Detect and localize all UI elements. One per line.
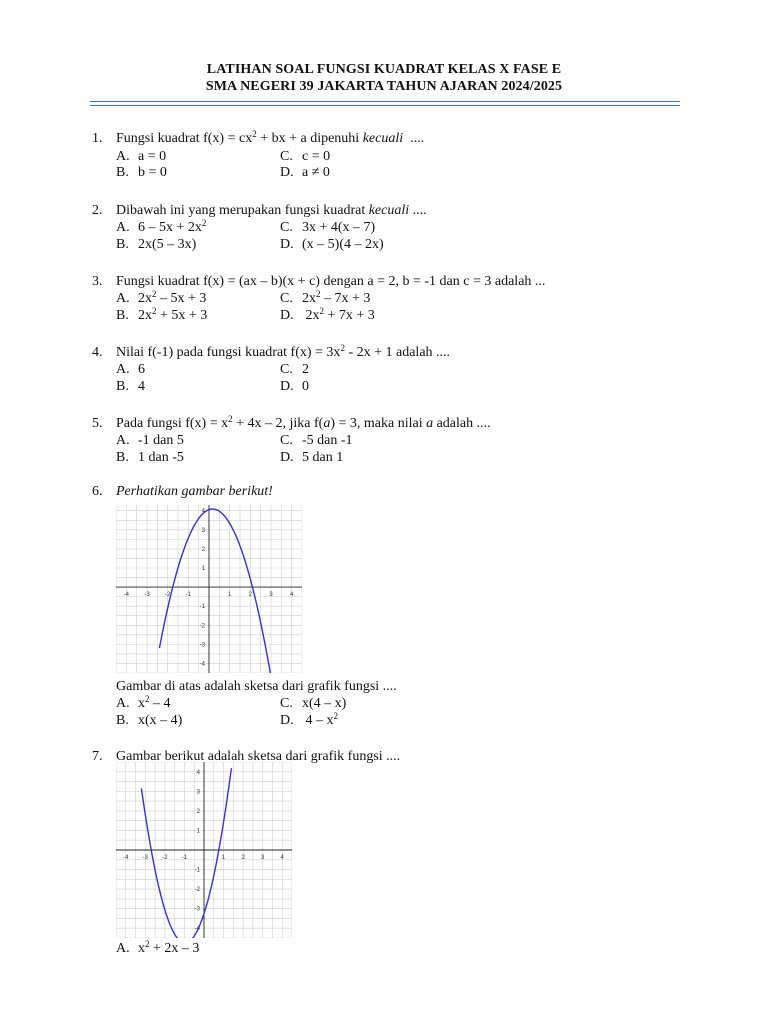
x-tick-label: -3 — [142, 855, 149, 861]
option-a: A. $x^2 - 4$ — [116, 694, 171, 711]
option-b: B. 4 — [116, 379, 145, 394]
x-tick-label: 4 — [280, 855, 284, 861]
question-stem: Dibawah ini yang merupakan fungsi kuadrat kecuali .... — [116, 203, 427, 218]
option-b: B. x(x – 4) — [116, 713, 183, 728]
option-c: C. x(4 – x) — [280, 696, 347, 711]
y-tick-label: 1 — [196, 828, 200, 835]
parabola-curve — [159, 509, 271, 673]
title-line-1: LATIHAN SOAL FUNGSI KUADRAT KELAS X FASE E — [206, 62, 562, 77]
option-d: D. a ≠ 0 — [280, 165, 330, 180]
y-tick-label: 2 — [196, 808, 200, 815]
option-d: D. (x – 5)(4 – 2x) — [280, 237, 384, 252]
question-stem: Nilai f(-1) pada fungsi kuadrat $f(x) = 3x^2 - 2x + 1$ adalah .... — [116, 343, 451, 360]
graph-question-7 — [116, 762, 292, 938]
y-tick-label: -1 — [194, 867, 200, 874]
x-tick-label: -4 — [123, 592, 130, 599]
x-tick-label: -2 — [164, 592, 171, 599]
option-b: B. 1 dan -5 — [116, 450, 184, 465]
x-tick-label: -1 — [181, 855, 188, 861]
x-tick-label: 4 — [289, 592, 294, 599]
question-number: 1. — [92, 131, 103, 146]
option-c: C. 2 — [280, 362, 309, 377]
question-number: 2. — [92, 203, 103, 218]
question-followup: Gambar di atas adalah sketsa dari grafik fungsi .... — [116, 679, 397, 694]
option-d: D. $2x^2 + 7x + 3$ — [280, 306, 375, 323]
y-tick-label: -2 — [194, 887, 200, 894]
y-tick-label: 2 — [201, 546, 205, 553]
y-tick-label: -2 — [199, 623, 205, 630]
x-tick-label: 2 — [241, 855, 245, 861]
y-tick-label: 3 — [196, 789, 200, 796]
option-b: B. $2x^2 + 5x + 3$ — [116, 306, 208, 323]
y-tick-label: 1 — [201, 566, 205, 572]
option-a: A. $x^2 + 2x - 3$ — [116, 939, 200, 956]
option-c: C. $2x^2 - 7x + 3$ — [280, 289, 371, 306]
x-tick-label: 1 — [221, 855, 226, 861]
header-divider-top — [90, 101, 680, 102]
y-tick-label: -4 — [199, 661, 205, 668]
graph-question-6 — [116, 505, 302, 673]
x-tick-label: 3 — [269, 592, 273, 599]
option-b: B. b = 0 — [116, 165, 167, 180]
option-a: A. -1 dan 5 — [116, 433, 184, 448]
option-a: A. a = 0 — [116, 149, 167, 164]
question-stem: Perhatikan gambar berikut! — [116, 484, 273, 499]
option-c: C. c = 0 — [280, 149, 331, 164]
option-d: D. 0 — [280, 379, 309, 394]
option-d: D. 5 dan 1 — [280, 450, 344, 465]
y-tick-label: -4 — [194, 926, 200, 933]
question-stem: Fungsi kuadrat $f(x) = cx^2$ + bx + a dipenuhi kecuali .... — [116, 129, 425, 146]
question-number: 3. — [92, 274, 103, 289]
option-a: A. $2x^2 - 5x + 3$ — [116, 289, 207, 306]
document-header — [0, 61, 768, 95]
x-tick-label: -4 — [123, 855, 129, 861]
option-b: B. 2x(5 – 3x) — [116, 237, 197, 252]
header-divider-bottom — [90, 105, 680, 106]
title-line-2: SMA NEGERI 39 JAKARTA TAHUN AJARAN 2024/2025 — [205, 79, 563, 94]
option-c: C. -5 dan -1 — [280, 433, 353, 448]
x-tick-label: 2 — [248, 592, 253, 599]
question-number: 5. — [92, 416, 103, 431]
option-a: A. 6 — [116, 362, 145, 377]
y-tick-label: -1 — [199, 604, 205, 611]
option-a: A. $6 - 5x + 2x^2$ — [116, 218, 207, 235]
question-stem: Gambar berikut adalah sketsa dari grafik fungsi .... — [116, 749, 401, 764]
y-tick-label: -3 — [194, 906, 200, 913]
x-tick-label: -1 — [185, 592, 192, 599]
option-d: D. $4 - x^2$ — [280, 711, 338, 728]
y-tick-label: -3 — [199, 642, 205, 649]
x-tick-label: 1 — [227, 592, 232, 599]
x-tick-label: -2 — [162, 855, 168, 861]
y-tick-label: 3 — [201, 527, 205, 534]
y-tick-label: 4 — [201, 508, 205, 515]
question-stem: Pada fungsi $f(x) = x^2 + 4x - 2$, jika f(a) = 3, maka nilai a adalah .... — [116, 414, 491, 431]
question-number: 6. — [92, 484, 103, 499]
y-tick-label: 4 — [196, 769, 200, 776]
question-number: 7. — [92, 749, 103, 764]
x-tick-label: -3 — [144, 592, 150, 599]
question-number: 4. — [92, 345, 103, 360]
question-stem: Fungsi kuadrat f(x) = (ax – b)(x + c) dengan a = 2, b = -1 dan c = 3 adalah ... — [116, 274, 546, 289]
x-tick-label: 3 — [260, 855, 265, 861]
option-c: C. 3x + 4(x – 7) — [280, 220, 376, 235]
